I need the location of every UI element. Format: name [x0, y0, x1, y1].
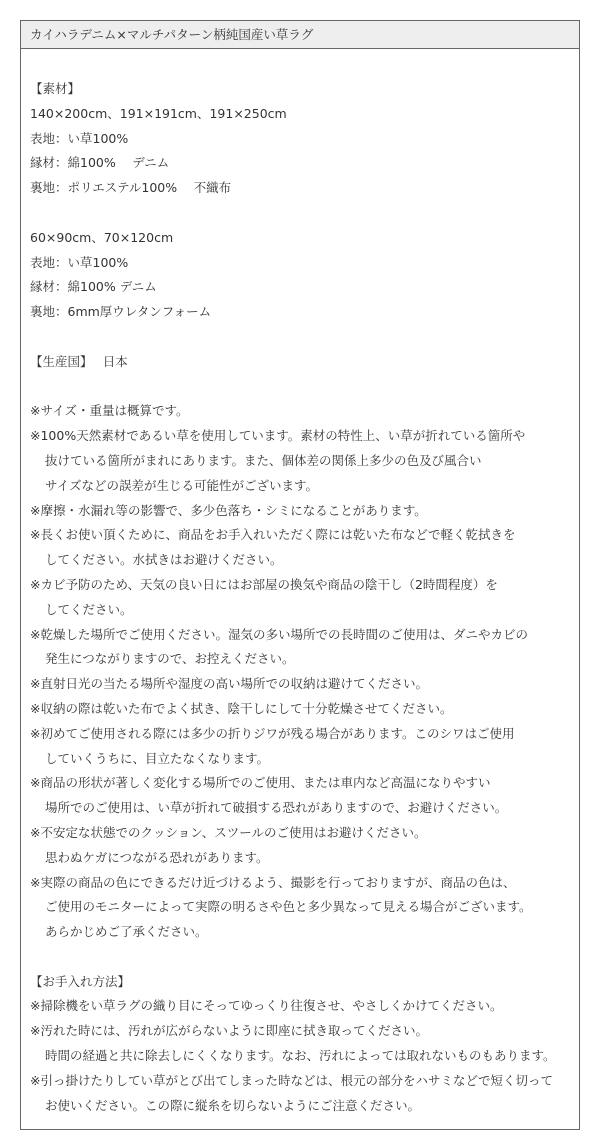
detail-line: ※直射日光の当たる場所や湿度の高い場所での収納は避けてください。: [30, 676, 428, 692]
detail-line: ※乾燥した場所でご使用ください。湿気の多い場所での長時間のご使用は、ダニやカビの: [30, 626, 528, 642]
detail-line: 時間の経過と共に除去しにくくなります。なお、汚れによっては取れないものもあります。: [45, 1048, 556, 1064]
detail-line: 【生産国】 日本: [30, 353, 128, 369]
detail-line: ※長くお使い頂くために、商品をお手入れいただく際には乾いた布などで軽く乾拭きを: [30, 527, 516, 543]
detail-line: していくうちに、目立たなくなります。: [45, 750, 270, 766]
detail-line: あらかじめご了承ください。: [45, 924, 208, 940]
detail-line: 表地：い草100%: [30, 254, 129, 270]
detail-line: 抜けている箇所がまれにあります。また、個体差の関係上多少の色及び風合い: [45, 452, 482, 468]
product-title: カイハラデニム×マルチパターン柄純国産い草ラグ: [21, 21, 579, 49]
detail-line: 場所でのご使用は、い草が折れて破損する恐れがありますので、お避けください。: [45, 800, 508, 816]
spacer: [30, 325, 575, 350]
detail-line: ※実際の商品の色にできるだけ近づけるよう、撮影を行っておりますが、商品の色は、: [30, 874, 516, 890]
detail-line: 縁材：綿100% デニム: [30, 279, 157, 295]
detail-line: 縁材：綿100% デニム: [30, 155, 170, 171]
detail-line: 表地：い草100%: [30, 130, 129, 146]
detail-line: 発生につながりますので、お控えください。: [45, 651, 295, 667]
product-details: [30, 77, 575, 1118]
spacer: [30, 201, 575, 226]
detail-line: お使いください。この際に縦糸を切らないようにご注意ください。: [45, 1097, 421, 1113]
detail-line: ※掃除機をい草ラグの織り目にそってゆっくり往復させ、やさしくかけてください。: [30, 998, 503, 1014]
product-info-panel: [20, 20, 580, 1130]
detail-line: してください。: [45, 601, 133, 617]
detail-line: ※摩擦・水漏れ等の影響で、多少色落ち・シミになることがあります。: [30, 502, 427, 518]
detail-line: してください。水拭きはお避けください。: [45, 552, 283, 568]
detail-line: ※商品の形状が著しく変化する場所でのご使用、または車内など高温になりやすい: [30, 775, 491, 791]
detail-line: ※100%天然素材であるい草を使用しています。素材の特性上、い草が折れている箇所や: [30, 428, 526, 444]
detail-line: 【お手入れ方法】: [30, 973, 131, 989]
spacer: [30, 945, 575, 970]
detail-line: ※初めてご使用される際には多少の折りジワが残る場合があります。このシワはご使用: [30, 725, 515, 741]
detail-line: 思わぬケガにつながる恐れがあります。: [45, 849, 269, 865]
detail-line: ご使用のモニターによって実際の明るさや色と多少異なって見える場合がございます。: [45, 899, 532, 915]
detail-line: 【素材】: [30, 81, 81, 96]
detail-line: 140×200cm、191×191cm、191×250cm: [30, 105, 287, 121]
detail-line: ※サイズ・重量は概算です。: [30, 403, 189, 419]
detail-line: ※引っ掛けたりしてい草がとび出てしまった時などは、根元の部分をハサミなどで短く切って: [30, 1072, 553, 1088]
detail-line: ※不安定な状態でのクッション、スツールのご使用はお避けください。: [30, 824, 427, 840]
detail-line: 裏地：ポリエステル100% 不織布: [30, 180, 232, 196]
detail-line: ※カビ予防のため、天気の良い日にはお部屋の換気や商品の陰干し（2時間程度）を: [30, 576, 498, 592]
spacer: [30, 375, 575, 400]
detail-line: ※汚れた時には、汚れが広がらないように即座に拭き取ってください。: [30, 1023, 428, 1039]
detail-line: サイズなどの誤差が生じる可能性がございます。: [45, 477, 319, 493]
detail-line: 60×90cm、70×120cm: [30, 229, 174, 245]
detail-line: ※収納の際は乾いた布でよく拭き、陰干しにして十分乾燥させてください。: [30, 700, 453, 716]
detail-line: 裏地：6mm厚ウレタンフォーム: [30, 304, 212, 320]
